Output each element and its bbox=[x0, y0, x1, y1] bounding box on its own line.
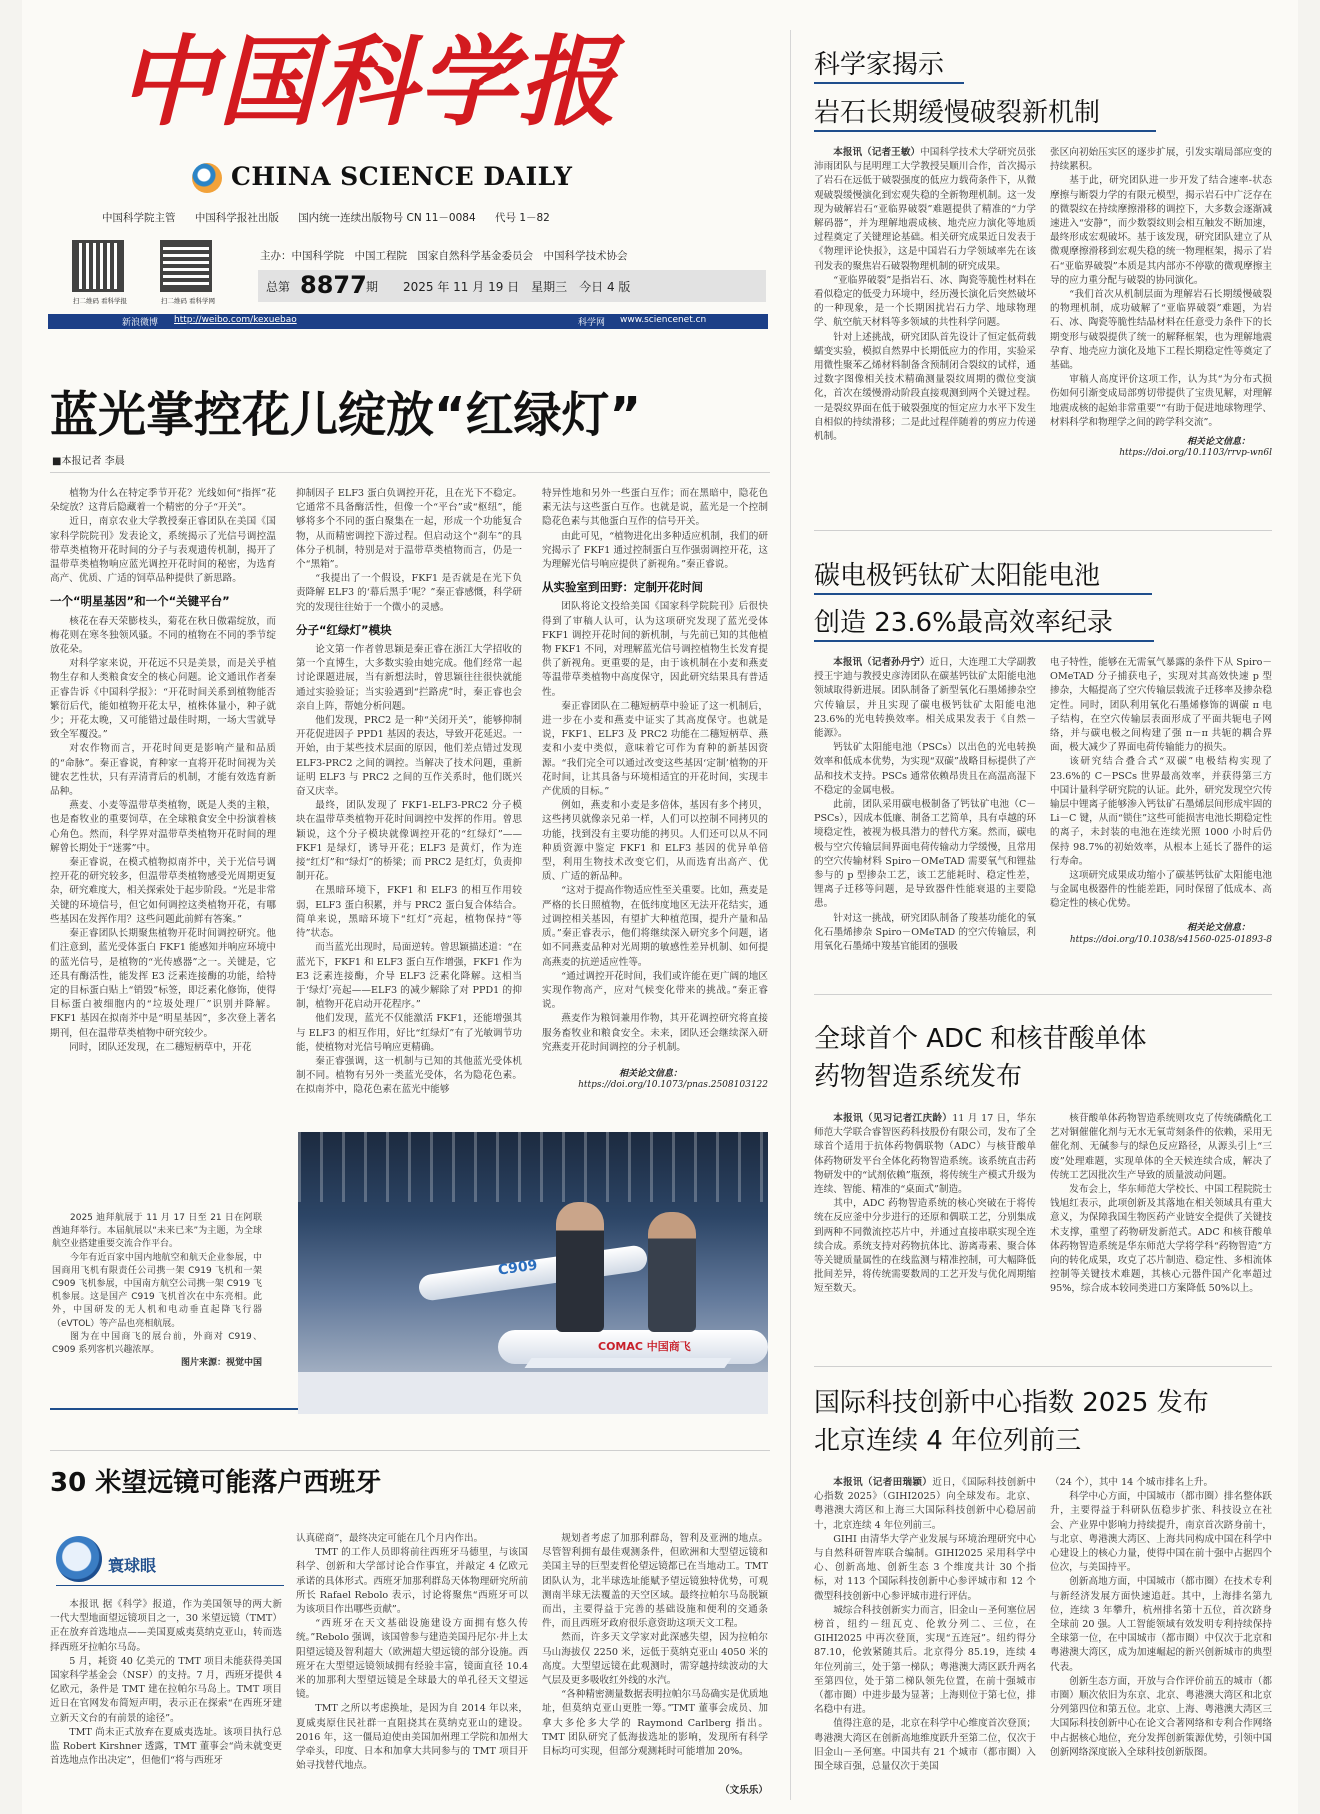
paragraph: “通过调控开花时间，我们或许能在更广阔的地区实现作物高产，应对气候变化带来的挑战。”秦正睿说。 bbox=[542, 970, 768, 1011]
paragraph: 张区向初始压实区的逐步扩展，引发实端局部应变的持续累积。 bbox=[1050, 147, 1272, 173]
paragraph: “各种精密测量数据表明拉帕尔马岛确实是优质地址，但莫纳克亚山更胜一筹。”TMT 董事会成员、加拿大多伦多大学的 Raymond Carlberg 指出。TMT 团队研究了低海拔选址的影响，发现所有科学目标均可实现，但部分观测耗时可能增加 20%。 bbox=[542, 1689, 768, 1758]
paragraph-text: 本报讯 据《科学》报道，作为美国领导的两大新一代大型地面望远镜项目之一，30 米望远镜（TMT）正在放弃首选地点——美国夏威夷莫纳克亚山，转而选择西班牙拉帕尔马岛。 bbox=[50, 1599, 282, 1653]
paragraph: 抑制因子 ELF3 蛋白负调控开花，且在光下不稳定。它通常不具备酶活性，但像一个“平台”或“枢纽”，能够将多个不同的蛋白聚集在一起，形成一个功能复合物，从而精密调控下游过程。但启动这个“刹车”的具体分子机制，特别是对于温带草类植物而言，仍是一个“黑箱”。 bbox=[296, 488, 522, 571]
visitor-figure bbox=[556, 1202, 604, 1332]
qr-code-icon bbox=[72, 240, 124, 292]
article4-col-2 bbox=[1050, 1476, 1272, 1798]
article1-col-2 bbox=[1050, 146, 1272, 428]
paragraph: 秦正睿团队在二穗短柄草中验证了这一机制后，进一步在小麦和燕麦中证实了其高度保守。也就是说，FKF1、ELF3 及 PRC2 功能在二穗短柄草、燕麦和小麦中类似，意味着它可作为育种的新基因资源。“我们完全可以通过改变这些基因‘定制’植物的开花时间，让其具备与环境相适宜的开花时间，实现丰产优质的目标。” bbox=[542, 700, 768, 798]
subheading: 一个“明星基因”和一个“关键平台” bbox=[50, 594, 230, 609]
divider bbox=[814, 530, 1272, 531]
reference-link[interactable]: https://doi.org/10.1073/pnas.2508103122 bbox=[578, 1080, 768, 1090]
paragraph: TMT 之所以考虑换址，是因为自 2014 年以来，夏威夷原住民社群一直阻挠其在莫纳克亚山的建设。2016 年，这一僵局迫使由美国加州理工学院和加州大学牵头，印度、日本和加拿大共同参与的 TMT 项目开始寻找替代地点。 bbox=[296, 1703, 528, 1772]
telescope-title: 30 米望远镜可能落户西班牙 bbox=[50, 1468, 382, 1498]
paragraph: 认真磋商”，最终决定可能在几个月内作出。 bbox=[296, 1533, 484, 1544]
paragraph bbox=[50, 1598, 282, 1655]
paragraph: 在黑暗环境下，FKF1 和 ELF3 的相互作用较弱，ELF3 蛋白积累，并与 PRC2 蛋白复合体结合。简单来说，黑暗环境下“红灯”亮起，植物保持“等待”状态。 bbox=[296, 885, 522, 940]
paragraph: 同时，团队还发现，在二穗短柄草中，开花 bbox=[69, 1041, 252, 1053]
paragraph: 此前，团队采用碳电极制备了钙钛矿电池（C－PSCs），因成本低廉、制备工艺简单，具有卓越的环境稳定性，被视为极具潜力的替代方案。然而，碳电极与空穴传输层间界面电荷传输动力学缓慢，且常用的空穴传输材料 Spiro－OMeTAD 需要氧气和锂盐参与的 p 型掺杂工艺，该工艺能耗时、稳定性差，锂离子迁移等问题，是导致器件性能衰退的主要隐患。 bbox=[814, 799, 1036, 910]
paragraph bbox=[814, 1476, 1036, 1533]
article3-col-2 bbox=[1050, 1112, 1272, 1352]
reference-label: 相关论文信息： bbox=[618, 1069, 682, 1079]
badge-label: 寰球眼 bbox=[108, 1556, 157, 1575]
caption-text: 今年有近百家中国内地航空和航天企业参展，中国商用飞机有限责任公司携一架 C919 飞机和一架 C909 飞机参展，中国南方航空公司携一架 C919 飞机参展。这是国产 C919 飞机首次在中东亮相。此外，中国研发的无人机和电动垂直起降飞行器（eVTOL）等产品也亮相航展。 bbox=[52, 1252, 262, 1329]
lead-marker: 本报讯（记者王敏） bbox=[833, 147, 921, 158]
reference-link[interactable]: https://doi.org/10.1038/s41560-025-01893-8 bbox=[1069, 935, 1272, 945]
paragraph: 秦正睿说，在模式植物拟南芥中，关于光信号调控开花的研究较多，但温带草类植物感受光周期更复杂，研究难度大，相关探索处于起步阶段。“光是非常关键的环境信号，但它如何调控这类植物开花，有哪些基因在发挥作用？这些问题此前鲜有答案。” bbox=[50, 857, 276, 925]
article-title-line1: 科学家揭示 bbox=[814, 50, 945, 80]
reference-label: 相关论文信息： bbox=[1186, 437, 1250, 447]
paragraph: （24 个），其中 14 个城市排名上升。 bbox=[1050, 1477, 1214, 1488]
paragraph: 而当蓝光出现时，局面逆转。曾思颖描述道：“在蓝光下，FKF1 和 ELF3 蛋白互作增强，FKF1 作为 E3 泛素连接酶，介导 ELF3 泛素化降解。这相当于‘绿灯’亮起——ELF3 的减少解除了对 PPD1 的抑制，植物开花启动开花程序。” bbox=[296, 942, 522, 1011]
paragraph: 团队将论文投给美国《国家科学院院刊》后很快得到了审稿人认可，认为这项研究发现了蓝光受体 FKF1 调控开花时间的新机制，与先前已知的其他植物 FKF1 不同，对理解蓝光信号调控植物生长发育提供了新视角。更重要的是，由于该机制在小麦和燕麦等温带草类植物中高度保守，因此研究结果具有普适性。 bbox=[542, 601, 768, 698]
paragraph: “亚临界破裂”是指岩石、冰、陶瓷等脆性材料在看似稳定的低受力环境中，经历漫长演化后突然破坏的一种现象，是一个长期困扰岩石力学、地球物理学、航空航天材料等多领域的共性科学问题。 bbox=[814, 274, 1036, 329]
title-underline bbox=[814, 640, 1154, 642]
telescope-col-3 bbox=[542, 1532, 768, 1782]
paragraph: 这项研究成果成功缩小了碳基钙钛矿太阳能电池与金属电极器件的性能差距，同时保留了低成本、高稳定性的核心优势。 bbox=[1050, 870, 1272, 910]
paragraph-text: 11 月 17 日，华东师范大学联合睿智医药科技股份有限公司，发布了全球首个适用于抗体药物偶联物（ADC）与核苷酸单体药物研发平台全体化药物智造系统。该系统直击药物研发中的“试剂依赖”瓶颈，将传统生产模式升级为连续、智能、精准的“桌面式”制造。 bbox=[814, 1113, 1036, 1196]
paragraph: 基于此，研究团队进一步开发了结合速率-状态摩擦与断裂力学的有限元模型，揭示岩石中广泛存在的微裂纹在持续摩擦滑移的调控下，大多数会逐渐减速进入“安静”，而少数裂纹则会相互触发不断加速，最终形成宏观破坏。基于该发现，研究团队建立了从微观摩擦滑移到宏观失稳的统一物理框架，揭示了岩石“亚临界破裂”本质是其内部亦不停歇的微观摩擦主导的应力重分配与破裂的协同演化。 bbox=[1050, 175, 1272, 286]
divider bbox=[50, 1408, 298, 1410]
paragraph: 5 月，耗资 40 亿美元的 TMT 项目未能获得美国国家科学基金会（NSF）的支持。7 月，西班牙提供 4 亿欧元，条件是 TMT 建在拉帕尔马岛上。TMT 项目近日在官网发布简短声明，表示正在探索“在西班牙建立新天文台的有前景的途径”。 bbox=[50, 1655, 282, 1724]
paragraph: 对农作物而言，开花时间更是影响产量和品质的“命脉”。秦正睿说，育种家一直将开花时间视为关键农艺性状，只有弄清背后的机制，才能有效选育新品种。 bbox=[50, 743, 276, 798]
lead-col-1 bbox=[50, 487, 276, 1097]
paragraph: 规划者考虑了加那利群岛，智利及亚洲的地点。尽管智利拥有最佳观测条件，但欧洲和大型望远镜和美国主导的巨型麦哲伦望远镜都已在当地动工。TMT 团队认为，北半球选址能赋予望远镜独特优势，可观测南半球无法覆盖的天空区域。最终拉帕尔马岛脱颖而出，主要得益于完善的基础设施和便利的交通条件，而且西班牙政府很乐意资助这项天文工程。 bbox=[542, 1533, 768, 1630]
airshow-photo bbox=[298, 1132, 768, 1414]
paragraph: 科学中心方面，中国城市（都市圈）排名整体跃升，主要得益于科研队伍稳步扩张、科技设立在社会、产业界中影响力持续提升，南京首次跻身前十，与北京、粤港澳大湾区、上海共同构成中国在科学中心建设上的核心力量，使得中国在前十强中占据四个位次，与美国持平。 bbox=[1050, 1491, 1272, 1574]
lead-col-2 bbox=[296, 487, 522, 1097]
divider bbox=[814, 1366, 1272, 1367]
paragraph: 燕麦作为粮饲兼用作物，其开花调控研究将直接服务畜牧业和粮食安全。未来，团队还会继续深入研究燕麦开花时间调控的分子机制。 bbox=[542, 1013, 768, 1053]
qr-code-icon bbox=[160, 240, 212, 292]
issue-prefix: 总第 bbox=[266, 280, 291, 294]
paragraph: 针对上述挑战，研究团队首先设计了恒定低荷载蠕变实验，模拟自然界中长期低应力的作用，实验采用微性聚苯乙烯材料制备含预制闭合裂纹的试样，通过数字图像相关技术精确测量裂纹周期的微位变演化，首次在缓慢滑动阶段直接观测到两个关键过程。一是裂纹界面在低于破裂强度的恒定应力水平下发生自相似的持续滑移；二是此过程伴随着的剪应力传递机制。 bbox=[814, 331, 1036, 443]
reference-link[interactable]: https://doi.org/10.1103/rrvp-wn6l bbox=[1119, 448, 1272, 458]
article-title-line2: 岩石长期缓慢破裂新机制 bbox=[814, 98, 1101, 128]
paragraph: “我提出了一个假设，FKF1 是否就是在光下负责降解 ELF3 的‘幕后黑手’呢？”秦正睿感慨，科学研究的发现往往始于一个微小的灵感。 bbox=[296, 573, 522, 613]
author-signoff: （文乐乐） bbox=[720, 1785, 768, 1796]
paragraph: 城综合科技创新实力而言，旧金山－圣何塞位居榜首，纽约－纽瓦克、伦敦分列二、三位，在 GIHI2025 中再次登顶，实现“五连冠”。纽约得分 87.10，伦敦紧随其后。北京得分 85.19，连续 4 年位列前三，处于第一梯队；粤港澳大湾区跃升两名至第四位，处于第二梯队领先位置，在前十强城市（都市圈）中进步最为显著；上海则位于第七位，排名稳中有进。 bbox=[814, 1604, 1036, 1716]
paragraph: 该研究结合叠合式“双碳”电极结构实现了 23.6%的 C－PSCs 世界最高效率，并获得第三方中国计量科学研究院的认证。此外，研究发现空穴传输层中锂离子能够渗入钙钛矿石墨烯层间形成牢固的 Li－C 键，从而“锁住”这些可能损害电池长期稳定性的离子，未封装的电池在连续光照 1000 小时后仍保持 98.7%的初始效率，从根本上延长了器件的运行寿命。 bbox=[1050, 756, 1272, 867]
caption-text: 2025 迪拜航展于 11 月 17 日至 21 日在阿联酋迪拜举行。本届航展以“未来已来”为主题，为全球航空业搭建重要交流合作平台。 bbox=[52, 1213, 262, 1250]
paragraph bbox=[814, 1112, 1036, 1197]
paragraph: 论文第一作者曾思颖是秦正睿在浙江大学招收的第一个直博生，大多数实验由她完成。他们经常一起讨论课题进展，当有新想法时，曾思颖往往很快就能通过实验验证；当实验遇到“拦路虎”时，秦正睿也会亲自上阵，帮她分析问题。 bbox=[296, 644, 522, 712]
lead-title: 蓝光掌控花儿绽放“红绿灯” bbox=[50, 387, 642, 443]
lead-marker: 本报讯（见习记者江庆龄） bbox=[833, 1113, 953, 1124]
paragraph-text: 近日，大连理工大学副教授王宇迪与教授史彦涛团队在碳基钙钛矿太阳能电池领域取得新进展。团队制备了新型氧化石墨烯掺杂空穴传输层，并且实现了碳电极钙钛矿太阳能电池 23.6%的光电转换效率。相关成果发表于《自然－能源》。 bbox=[814, 657, 1036, 740]
paragraph: TMT 的工作人员即将前往西班牙马德里，与该国科学、创新和大学部讨论合作事宜，并敲定 4 亿欧元承诺的具体形式。西班牙加那利群岛天体物理研究所前所长 Rafael Rebolo 表示，讨论将聚焦“西班牙可以为该项目作出哪些贡献”。 bbox=[296, 1547, 528, 1616]
article-title-line1: 国际科技创新中心指数 2025 发布 bbox=[814, 1388, 1209, 1418]
site-label: 科学网 bbox=[578, 318, 606, 328]
publisher-item: 中国科学院主管 bbox=[102, 212, 176, 224]
paragraph: 核苷酸单体药物智造系统则攻克了传统磷酰化工艺对铜催催化剂与无水无氧苛刻条件的依赖，采用无催化剂、无碱参与的绿色反应路径，从源头引上“三废”处理难题，实现单体的全天候连续合成，解决了传统工艺因批次生产导致的质量波动问题。 bbox=[1050, 1113, 1272, 1181]
paragraph: 秦正睿强调，这一机制与已知的其他蓝光受体机制不同。植物有另外一类蓝光受体，名为隐花色素。在拟南芥中，隐花色素在蓝光中能够 bbox=[296, 1055, 522, 1096]
article2-col-1 bbox=[814, 656, 1036, 952]
telescope-col-1 bbox=[50, 1598, 282, 1796]
paragraph: “这对于提高作物适应性至关重要。比如，燕麦是严格的长日照植物，在低纬度地区无法开花结实，通过调控相关基因，有望扩大种植范围，提升产量和品质。”秦正睿表示，他们将继续深入研究多个问题，诸如不同燕麦品种对光周期的敏感性差异机制、如何提高燕麦的抗逆适应性等。 bbox=[542, 885, 768, 968]
article-title-line2: 北京连续 4 年位列前三 bbox=[814, 1426, 1082, 1456]
ceiling-lights bbox=[298, 1132, 768, 1202]
divider bbox=[50, 472, 770, 473]
date-line: 2025 年 11 月 19 日 星期三 今日 4 版 bbox=[403, 280, 631, 294]
reference-label: 相关论文信息： bbox=[1186, 923, 1250, 933]
title-underline bbox=[814, 82, 964, 84]
visitor-figure bbox=[648, 1212, 696, 1332]
masthead-logo-cn: 中国科学报 bbox=[118, 25, 619, 140]
display-table bbox=[298, 1372, 768, 1414]
paragraph: 电子特性，能够在无需氧气暴露的条件下从 Spiro－OMeTAD 分子捕获电子，实现对其高效快速 p 型掺杂，大幅提高了空穴传输层载流子迁移率及掺杂稳定性。同时，团队利用氧化石墨烯修饰的调碳 π 电子结构，在空穴传输层表面形成了平面共轭电子网络，并与碳电极之间构建了强 π－π 共轭的耦合界面，极大减少了界面电荷传输能力的损失。 bbox=[1050, 657, 1272, 754]
article3-col-1 bbox=[814, 1112, 1036, 1352]
paragraph: 他们发现，PRC2 是一种“关闭开关”，能够抑制开花促进因子 PPD1 基因的表达，导致开花延迟。一开始，由于某些技术层面的原因，他们差点错过发现 ELF3-PRC2 之间的调控。当解决了技术问题，重新证明 ELF3 与 PRC2 之间的互作关系时，他们既兴奋又庆幸。 bbox=[296, 715, 522, 798]
subheading: 从实验室到田野：定制开花时间 bbox=[542, 580, 703, 595]
qr-label: 扫二维码 看科学网 bbox=[160, 297, 216, 305]
paragraph: 审稿人高度评价这项工作，认为其“为分布式损伤如何引渐变成局部剪切带提供了宝贵见解，对理解地震成核的起始非常重要”“有助于促进地球物理学、材料科学和物理学之间的跨学科交流”。 bbox=[1050, 374, 1272, 428]
paragraph: 植物为什么在特定季节开花？光线如何“指挥”花朵绽放？这背后隐藏着一个精密的分子“开关”。 bbox=[50, 488, 276, 514]
article4-col-1 bbox=[814, 1476, 1036, 1798]
article1-col-1 bbox=[814, 146, 1036, 462]
issue-suffix: 期 bbox=[366, 280, 379, 294]
aircraft-wing bbox=[524, 1358, 731, 1368]
paragraph: 发布会上，华东师范大学校长、中国工程院院士钱旭红表示，此项创新及其落地在相关领域具有重大意义，为保障我国生物医药产业链安全提供了关键技术支撑，重塑了药物研发新范式。ADC 和核苷酸单体药物智造系统是华东师范大学将学科“药物智造”方向的转化成果，攻克了芯片制造、稳定性、多相流体控制等关键技术难题，其核心元器件国产化率超过 95%，综合成本较同类进口方案降低 50%以上。 bbox=[1050, 1184, 1272, 1295]
issue-number: 8877 bbox=[300, 271, 367, 299]
model-label: COMAC 中国商飞 bbox=[598, 1340, 691, 1353]
article-title-line2: 创造 23.6%最高效率纪录 bbox=[814, 608, 1113, 638]
column-divider bbox=[790, 30, 791, 1800]
publisher-line bbox=[102, 210, 662, 225]
paragraph: 近日，南京农业大学教授秦正睿团队在美国《国家科学院院刊》发表论文，系统揭示了光信号调控温带草类植物开花时间的分子与表观遗传机制，揭开了温带草类植物响应蓝光调控开花时间的秘密，为选育高产、优质、广适的饲草品种提供了新思路。 bbox=[50, 516, 276, 585]
subheading: 分子“红绿灯”模块 bbox=[296, 622, 392, 637]
paragraph: 其中，ADC 药物智造系统的核心突破在于将传统在反应釜中分步进行的还原和偶联工艺，分别集成到两种不同微流控芯片中，并通过直接串联实现全连续合成。系统支持对药物抗体比、游离毒素、聚合体等关键质量属性的在线监测与精准控制，可大幅降低批间差异，将传统需要数周的工艺开发与优化周期缩短至数天。 bbox=[814, 1198, 1036, 1295]
paragraph: TMT 尚未正式放弃在夏威夷选址。该项目执行总监 Robert Kirshner 透露，TMT 董事会“尚未就变更首选地点作出决定”，但他们“将与西班牙 bbox=[50, 1726, 282, 1767]
paragraph: GIHI 由清华大学产业发展与环境治理研究中心与自然科研智库联合编制。GIHI2025 采用科学中心、创新高地、创新生态 3 个维度共计 30 个指标，对 113 个国际科技创新中心参评城市和 12 个微型科技创新中心参评城市进行评估。 bbox=[814, 1533, 1036, 1602]
paragraph: 针对这一挑战，研究团队制备了羧基功能化的氧化石墨烯掺杂 Spiro－OMeTAD 的空穴传输层，利用氧化石墨烯中羧基官能团的强吸 bbox=[814, 912, 1036, 952]
paragraph-text: 近日，《国际科技创新中心指数 2025》（GIHI2025）向全球发布。北京、粤港澳大湾区和上海三大国际科技创新中心稳居前十，北京连续 4 年位列前三。 bbox=[814, 1477, 1036, 1531]
paragraph: “我们首次从机制层面为理解岩石长期缓慢破裂的物理机制，成功破解了“亚临界破裂”难题，为岩石、冰、陶瓷等脆性结晶材料在任意受力条件下的长期变形与破裂提供了统一的解释框架，也为理解地震孕育、地壳应力演化及地下工程长期稳定性等奠定了基础。 bbox=[1050, 289, 1272, 372]
caption-text: 图为在中国商飞的展台前，外商对 C919、C909 系列客机兴趣浓厚。 bbox=[52, 1331, 262, 1356]
photo-credit: 图片来源：视觉中国 bbox=[180, 1358, 262, 1369]
paragraph: 创新生态方面，开放与合作评价前五的城市（都市圈）顺次依旧为东京、北京、粤港澳大湾区和北京分列第四位和第五位。北京、上海、粤港澳大湾区三大国际科技创新中心在论文合著网络和专利合作网络中占据核心地位，充分发挥创新策源优势，引领中国创新网络深度嵌入全球科技创新版图。 bbox=[1050, 1675, 1272, 1758]
paragraph: 创新高地方面，中国城市（都市圈）在技术专利与新经济发展方面快速追赶。其中，上海排名第九位，连续 3 年攀升，杭州排名第十五位，首次跻身全球前 20 强。人工智能领域有效发明专利持续保持全球第一位，在中国城市（都市圈）中仅次于北京和粤港澳大湾区，成为加速崛起的新兴创新城市的典型代表。 bbox=[1050, 1576, 1272, 1673]
lead-col-3 bbox=[542, 487, 768, 1067]
divider bbox=[814, 994, 1272, 995]
paragraph: 值得注意的是，北京在科学中心维度首次登顶；粤港澳大湾区在创新高地维度跃升至第二位，仅次于旧金山－圣何塞。中国共有 21 个城市（都市圈）入围全球百强，总量仅次于美国 bbox=[814, 1718, 1036, 1773]
paragraph: 对科学家来说，开花远不只是美景，而是关乎植物生存和人类粮食安全的核心问题。论文通讯作者秦正睿告诉《中国科学报》：“开花时间关系到植物能否繁衍后代，能如植物开花太早，植株体量小，种子就少；开花太晚，又可能错过最佳时期，一场大雪就导致全军覆没。” bbox=[50, 658, 276, 741]
paragraph: 例如，燕麦和小麦是多倍体，基因有多个拷贝，这些拷贝就像亲兄弟一样，人们可以控制不同拷贝的功能，找到没有主要功能的拷贝。人们还可以从不同种质资源中鉴定 FKF1 和 ELF3 基因的优异单倍型，利用生物技术改变它们，从而选育出高产、优质、广适的新品种。 bbox=[542, 800, 768, 883]
divider bbox=[50, 1450, 770, 1451]
model-label: C909 bbox=[497, 1257, 539, 1279]
paragraph bbox=[814, 146, 1036, 274]
paragraph: “西班牙在天文基础设施建设方面拥有悠久传统。”Rebolo 强调，该国曾参与建造美国丹尼尔·井上太阳望远镜及智利超大（欧洲超大望远镜的部分设施。西班牙在大型望远镜领域拥有经验丰富，镜面直径 10.4 米的加那利大型望远镜是全球最大的单孔径天文望远镜。 bbox=[296, 1618, 528, 1701]
article-title-line1: 全球首个 ADC 和核苷酸单体 bbox=[814, 1024, 1147, 1054]
weibo-label: 新浪微博 bbox=[122, 318, 159, 328]
lead-marker: 本报讯（记者孙丹宁） bbox=[833, 657, 930, 668]
publisher-item: 中国科学报社出版 bbox=[194, 212, 279, 224]
article-title-line1: 碳电极钙钛矿太阳能电池 bbox=[814, 561, 1101, 591]
paragraph: 钙钛矿太阳能电池（PSCs）以出色的光电转换效率和低成本优势，为实现“双碳”战略目标提供了产品和技术支持。PSCs 通常依赖昂贵且在高温高湿下不稳定的金属电极。 bbox=[814, 742, 1036, 796]
paragraph: 然而，许多天文学家对此深感失望，因为拉帕尔马山海拔仅 2250 米，远低于莫纳克亚山 4050 米的高度。大型望远镜在此观测时，需穿越持续波动的大气层及更多吸收红外线的水汽。 bbox=[542, 1632, 768, 1687]
badge-globe-icon bbox=[56, 1536, 102, 1582]
site-link[interactable]: www.sciencenet.cn bbox=[620, 315, 707, 325]
article2-col-2 bbox=[1050, 656, 1272, 918]
paragraph: 特异性地和另外一些蛋白互作；而在黑暗中，隐花色素无法与这些蛋白互作。也就是说，蓝光是一个控制隐花色素与其他蛋白互作的信号开关。 bbox=[542, 488, 768, 528]
article-title-line2: 药物智造系统发布 bbox=[814, 1062, 1023, 1092]
photo-caption bbox=[52, 1212, 262, 1402]
paragraph-text: 中国科学技术大学研究员张沛雨团队与昆明理工大学教授吴顺川合作，首次揭示了岩石在远低于破裂强度的低应力载荷条件下，从微观破裂缓慢演化到宏观失稳的全新物理机制。这一发现为破解岩石“亚临界破裂”难题提供了精准的“力学解码器”，并为理解地震成核、地壳应力演化等地质过程奠定了关键理论基础。相关研究成果近日发表于《物理评论快报》，这是中国岩石力学领域率先在该刊发表的聚焦岩石破裂物理机制的研究成果。 bbox=[814, 147, 1036, 272]
paragraph: 核花在春天荣膨枝头，菊花在秋日傲霜绽放，而梅花则在寒冬独领风骚。不同的植物在不同的季节绽放花朵。 bbox=[50, 615, 276, 656]
sponsors-line: 主办：中国科学院 中国工程院 国家自然科学基金委员会 中国科学技术协会 bbox=[260, 250, 628, 262]
paragraph: 最终，团队发现了 FKF1-ELF3-PRC2 分子模块在温带草类植物开花时间调控中发挥的作用。曾思颖说，这个分子模块就像调控开花的“红绿灯”——FKF1 是绿灯，诱导开花；ELF3 是黄灯，作为连接“红灯”和“绿灯”的桥梁；而 PRC2 是红灯，负责抑制开花。 bbox=[296, 800, 522, 883]
publisher-item: 国内统一连续出版物号 CN 11－0084 bbox=[298, 212, 476, 224]
telescope-col-2 bbox=[296, 1532, 528, 1796]
lead-marker: 本报讯（记者田瑞颖） bbox=[833, 1477, 933, 1488]
lead-byline: ■本报记者 李晨 bbox=[52, 456, 125, 467]
paragraph bbox=[814, 656, 1036, 741]
publisher-item: 代号 1－82 bbox=[494, 212, 550, 224]
masthead-logo-en: CHINA SCIENCE DAILY bbox=[231, 162, 573, 191]
title-underline bbox=[814, 593, 1152, 595]
weibo-link[interactable]: http://weibo.com/kexuebao bbox=[174, 315, 297, 325]
qr-label: 扫二维码 看科学报 bbox=[72, 297, 128, 305]
paragraph: 由此可见，“植物进化出多种适应机制，我们的研究揭示了 FKF1 通过控制蛋白互作强弱调控开花，这为理解光信号响应提供了新视角。”秦正睿说。 bbox=[542, 530, 768, 571]
masthead bbox=[48, 20, 768, 360]
title-underline bbox=[814, 130, 1156, 132]
divider bbox=[56, 1585, 284, 1586]
globe-logo-icon bbox=[192, 163, 222, 193]
paragraph: 秦正睿团队长期聚焦植物开花时间调控研究。他们注意到，蓝光受体蛋白 FKF1 能感知并响应环境中的蓝光信号，是植物的“光传感器”之一。关键是，它还具有酶活性，能发挥 E3 泛素连接酶的功能，给特定的目标蛋白贴上“销毁”标签，即泛素化修饰，使得目标蛋白被细胞内的“垃圾处理厂”识别并降解。FKF1 基因在拟南芥中是“明星基因”，多次登上著名期刊，但在温带草类植物中研究较少。 bbox=[50, 928, 276, 1039]
paragraph: 燕麦、小麦等温带草类植物，既是人类的主粮，也是畜牧业的重要饲草，在全球粮食安全中扮演着核心角色。然而，科学界对温带草类植物开花时间的理解曾长期处于“迷雾”中。 bbox=[50, 800, 276, 854]
paragraph: 他们发现，蓝光不仅能激活 FKF1，还能增强其与 ELF3 的相互作用，好比“红绿灯”有了光敏调节功能，使植物对光信号响应更精确。 bbox=[296, 1013, 522, 1053]
